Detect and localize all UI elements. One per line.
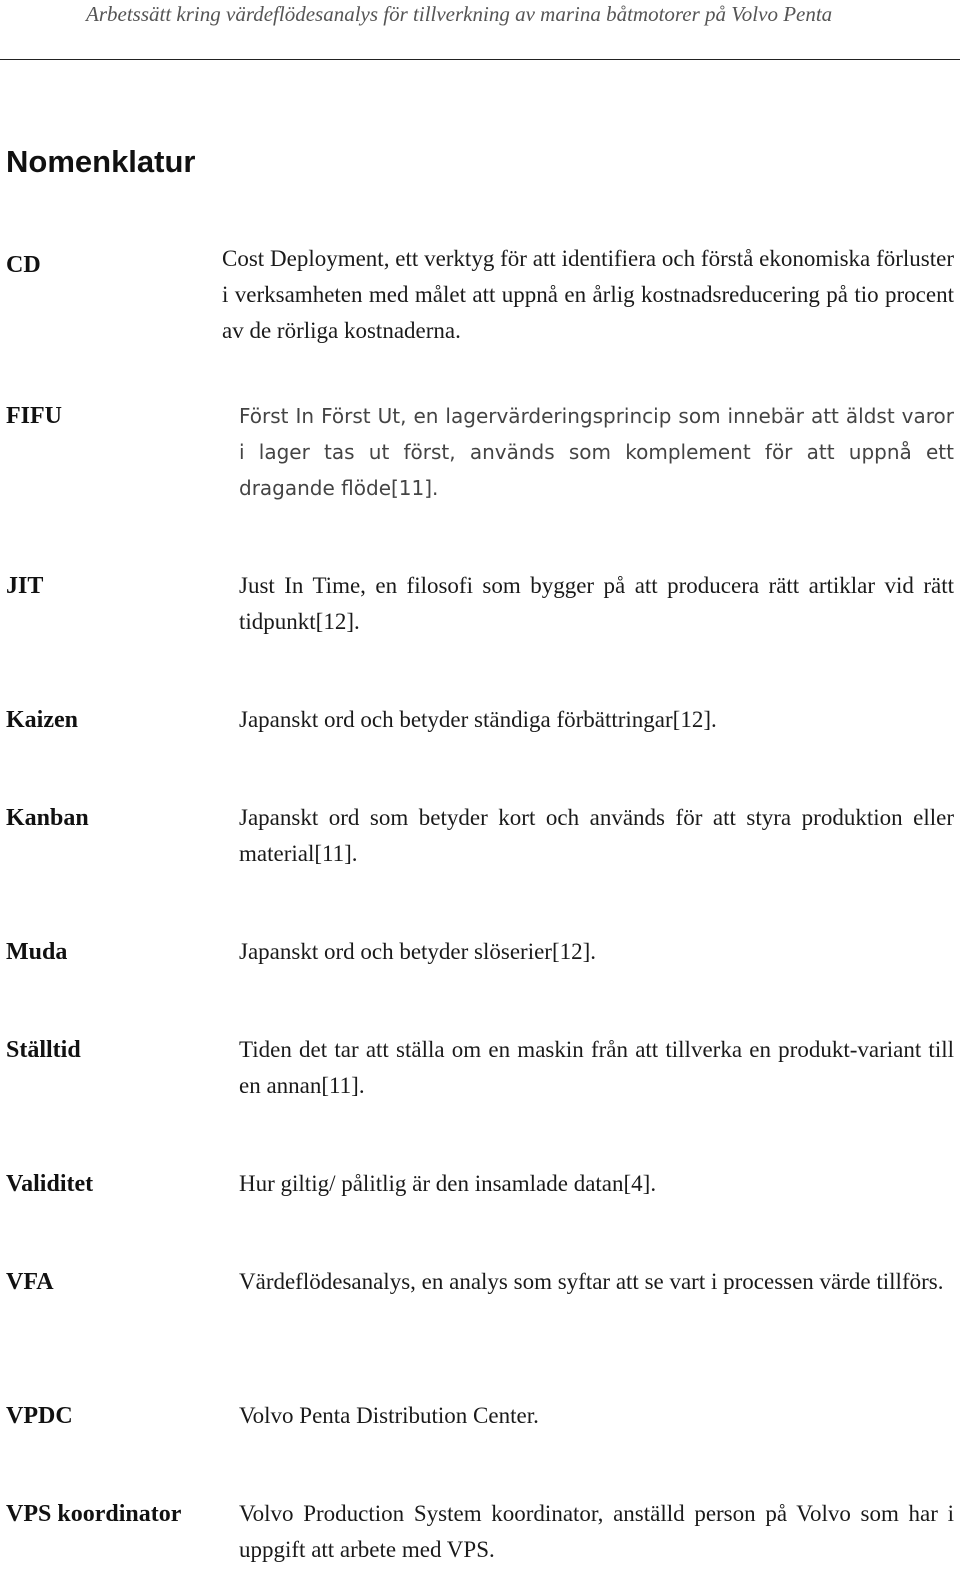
glossary-definition: Japanskt ord som betyder kort och används för att styra produktion eller material[11]. bbox=[239, 805, 954, 866]
glossary-definition: Japanskt ord och betyder ständiga förbättringar[12]. bbox=[239, 707, 717, 732]
glossary-term: Kanban bbox=[6, 805, 89, 831]
glossary-term: CD bbox=[6, 252, 41, 278]
running-header bbox=[0, 0, 960, 60]
glossary-definition: Volvo Production System koordinator, anställd person på Volvo som har i uppgift att arbete med VPS. bbox=[239, 1501, 954, 1562]
glossary-term: FIFU bbox=[6, 403, 62, 429]
glossary-definition: Japanskt ord och betyder slöserier[12]. bbox=[239, 939, 597, 964]
page-title: Nomenklatur bbox=[6, 144, 196, 179]
glossary-term: Ställtid bbox=[6, 1037, 81, 1063]
glossary-term: Validitet bbox=[6, 1171, 94, 1197]
glossary-term: VPDC bbox=[6, 1403, 73, 1429]
glossary-definition: Först In Först Ut, en lagervärderingsprincip som innebär att äldst varor i lager tas ut först, används som komplement för att uppnå ett dragande flöde[11]. bbox=[239, 404, 954, 500]
running-header-title: Arbetssätt kring värdeflödesanalys för tillverkning av marina båtmotorer på Volvo Penta bbox=[86, 2, 833, 26]
glossary-term: VPS koordinator bbox=[6, 1501, 182, 1527]
glossary-term: JIT bbox=[6, 573, 44, 599]
glossary-term: VFA bbox=[6, 1269, 54, 1295]
glossary-definition: Tiden det tar att ställa om en maskin från att tillverka en produkt-variant till en annan[11]. bbox=[239, 1037, 954, 1098]
glossary-definition: Cost Deployment, ett verktyg för att identifiera och förstå ekonomiska förluster i verksamheten med målet att uppnå en årlig kostnadsreducering på tio procent av de rörliga kostnaderna. bbox=[222, 246, 954, 343]
glossary-definition: Hur giltig/ pålitlig är den insamlade datan[4]. bbox=[239, 1171, 657, 1196]
glossary-definition: Volvo Penta Distribution Center. bbox=[239, 1403, 539, 1428]
glossary-definition: Just In Time, en filosofi som bygger på att producera rätt artiklar vid rätt tidpunkt[12]. bbox=[239, 573, 954, 634]
glossary-term: Muda bbox=[6, 939, 68, 965]
glossary-definition: Värdeflödesanalys, en analys som syftar att se vart i processen värde tillförs. bbox=[239, 1269, 944, 1294]
glossary-term: Kaizen bbox=[6, 707, 78, 733]
